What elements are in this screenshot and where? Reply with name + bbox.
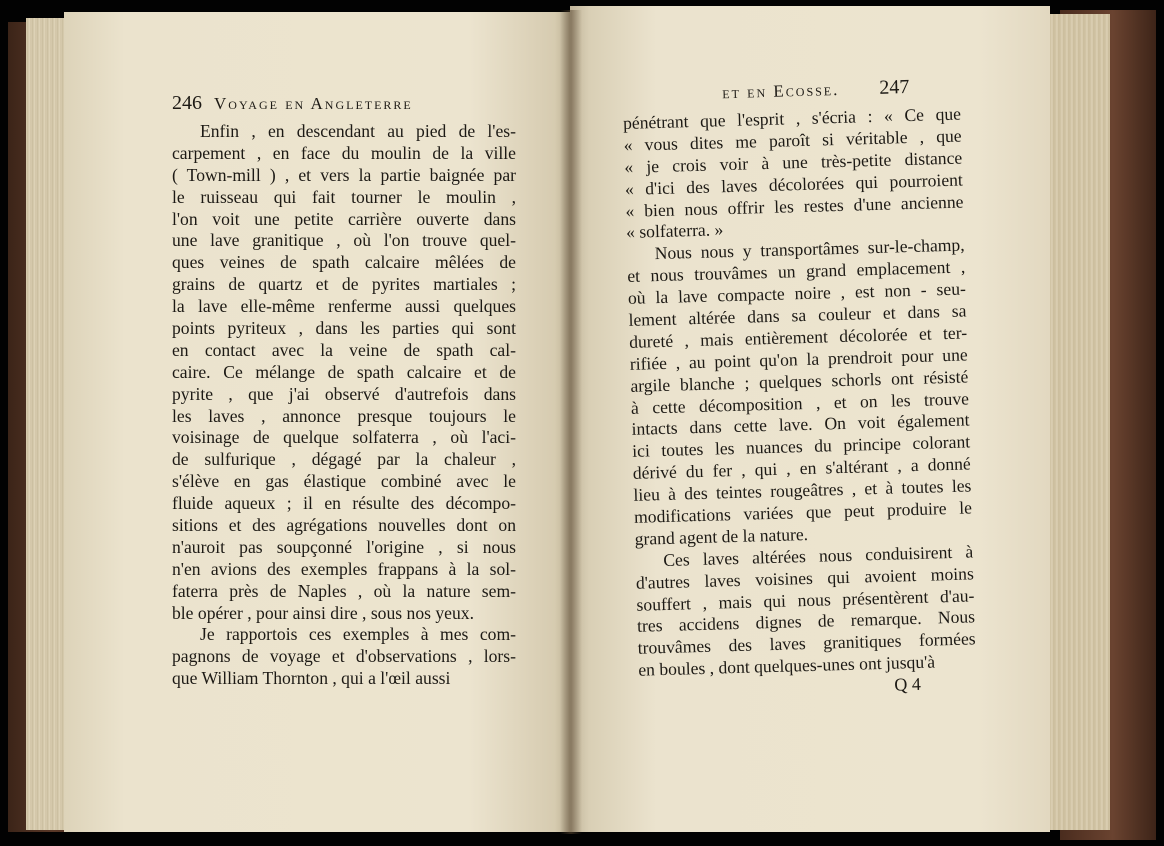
running-head: Voyage en Angleterre — [214, 94, 413, 113]
text-line: n'auroit pas soupçonné l'origine , si nous — [172, 536, 516, 557]
text-line: dérivé du fer , qui , en s'altérant , a donné — [632, 453, 971, 484]
signature-mark: Q 4 — [894, 674, 922, 695]
text-line: fluide aqueux ; il en résulte des décompo- — [172, 493, 516, 514]
text-line: sitions et des agrégations nouvelles dont on — [172, 515, 516, 536]
text-line: s'élève en gas élastique combiné avec le — [172, 471, 516, 492]
text-line: pénétrant que l'esprit , s'écria : « Ce que — [622, 103, 962, 133]
text-line: modifications variées que peut produire le — [633, 497, 973, 527]
text-line: Ces laves altérées nous conduisirent à — [662, 541, 974, 570]
text-line: grand agent de la nature. — [634, 523, 809, 549]
text-line: rifiée , au point qu'on la prendroit pour une — [629, 344, 968, 374]
text-line: souffert , mais qui nous présentèrent d'au- — [636, 584, 975, 615]
page-edges-right — [1040, 14, 1110, 830]
text-line: points pyriteux , dans les parties qui sont — [172, 318, 516, 339]
text-line: Nous nous y transportâmes sur-le-champ, — [654, 234, 965, 264]
text-line: les laves , annonce presque toujours le — [172, 405, 516, 426]
text-line: lieu à des teintes rougeâtres , et à toutes les — [633, 475, 972, 505]
running-head: et en Ecosse. — [721, 79, 840, 103]
text-line: une lave granitique , où l'on trouve quel- — [172, 230, 516, 251]
left-page-body — [172, 121, 516, 690]
text-line: d'autres laves voisines qui avoient moins — [635, 563, 975, 593]
right-page-text — [622, 76, 977, 704]
right-page-body — [623, 104, 977, 682]
text-line: pagnons de voyage et d'observations , lors- — [172, 646, 516, 667]
text-line: tres accidens dignes de remarque. Nous — [636, 606, 976, 637]
text-line: la lave elle-même renferme aussi quelques — [172, 296, 516, 317]
text-line: Enfin , en descendant au pied de l'es- — [200, 121, 516, 141]
left-page-header — [172, 93, 472, 121]
text-line: et nous trouvâmes un grand emplacement , — [627, 256, 966, 287]
text-line: « bien nous offrir les restes d'une ancienne — [625, 191, 964, 221]
text-line: « d'ici des laves décolorées qui pourroient — [624, 169, 964, 199]
text-line: en contact avec la veine de spath cal- — [172, 339, 516, 360]
left-page-text — [172, 93, 516, 690]
text-line: intacts dans cette lave. On voit également — [631, 409, 970, 440]
text-line: « vous dites me paroît si véritable , que — [623, 125, 962, 155]
text-line: Je rapportois ces exemples à mes com- — [200, 624, 516, 645]
text-line: ( Town-mill ) , et vers la partie baignée par — [172, 164, 516, 185]
page-number: 247 — [879, 75, 910, 99]
text-line: trouvâmes des laves granitiques formées — [637, 628, 976, 659]
text-line: faterra près de Naples , où la nature sem- — [172, 580, 516, 601]
text-line: caire. Ce mélange de spath calcaire et de — [172, 361, 516, 382]
text-line: lement altérée dans sa couleur et dans sa — [628, 300, 967, 330]
text-line: carpement , en face du moulin de la ville — [172, 142, 516, 163]
text-line: l'on voit une petite carrière ouverte dans — [172, 208, 516, 229]
text-line: ici toutes les nuances du principe colorant — [631, 431, 971, 462]
text-line: dureté , mais entièrement décolorée et ter- — [628, 322, 968, 352]
text-line: pyrite , que j'ai observé d'autrefois dans — [172, 383, 516, 404]
text-line: n'en avions des exemples frappans à la sol- — [172, 558, 516, 579]
text-line: de sulfurique , dégagé par la chaleur , — [172, 449, 516, 470]
text-line: en boules , dont quelques-unes ont jusqu'à — [638, 651, 936, 681]
text-line: à cette décomposition , et on les trouve — [630, 388, 970, 418]
text-line: grains de quartz et de pyrites martiales ; — [172, 274, 516, 295]
text-line: ques veines de spath calcaire mêlées de — [172, 252, 516, 273]
text-line: argile blanche ; quelques schorls ont résisté — [630, 366, 969, 396]
book-gutter — [560, 10, 582, 834]
text-line: « solfaterra. » — [625, 219, 724, 243]
text-line: où la lave compacte noire , est non - seu- — [627, 278, 967, 309]
text-line: « je crois voir à une très-petite distance — [624, 147, 963, 177]
page-number: 246 — [172, 92, 202, 114]
text-line: que William Thornton , qui a l'œil aussi — [172, 668, 451, 689]
text-line: ble opérer , pour ainsi dire , sous nos yeux. — [172, 602, 474, 623]
text-line: voisinage de quelque solfaterra , où l'aci- — [172, 427, 516, 448]
text-line: le ruisseau qui fait tourner le moulin , — [172, 186, 516, 207]
